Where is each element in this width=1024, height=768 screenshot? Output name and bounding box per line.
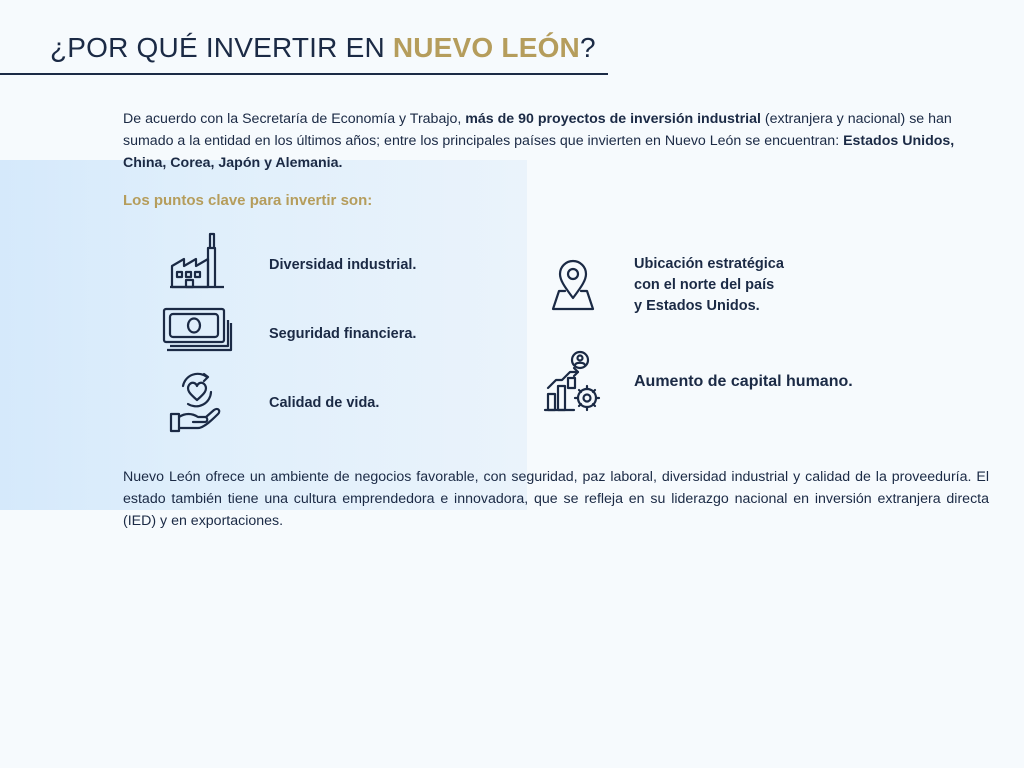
- title-highlight: NUEVO LEÓN: [392, 32, 580, 63]
- money-stack-icon: [162, 306, 234, 354]
- point-label-financial: Seguridad financiera.: [269, 326, 417, 342]
- page-title: [50, 32, 596, 64]
- intro-paragraph: [123, 108, 989, 174]
- background-glow: [0, 160, 527, 510]
- closing-paragraph: Nuevo León ofrece un ambiente de negocios favorable, con seguridad, paz laboral, diversidad industrial y calidad de la proveeduría. El estado también tiene una cultura emprendedora e innovadora, que se refleja en su liderazgo nacional en inversión extranjera directa (IED) y en exportaciones.: [123, 469, 989, 529]
- heart-hand-icon: [168, 372, 226, 434]
- point-label-industrial: Diversidad industrial.: [269, 257, 417, 273]
- title-underline: [0, 73, 608, 75]
- intro-text-1: De acuerdo con la Secretaría de Economía y Trabajo,: [123, 111, 466, 127]
- point-label-location: [634, 254, 784, 317]
- location-line-1: Ubicación estratégica: [634, 256, 784, 272]
- location-pin-icon: [550, 258, 596, 312]
- key-points-heading: Los puntos clave para invertir son:: [123, 192, 373, 209]
- intro-text-2: (extranjera y nacional) se han sumado a la entidad en los últimos años; entre los principales países que invierten en Nuevo León se encuentran:: [123, 111, 952, 149]
- location-line-3: y Estados Unidos.: [634, 298, 760, 314]
- title-suffix: ?: [579, 32, 596, 63]
- location-line-2: con el norte del país: [634, 277, 775, 293]
- intro-bold-projects: más de 90 proyectos de inversión industrial: [465, 111, 761, 127]
- point-label-human-capital: Aumento de capital humano.: [634, 373, 853, 390]
- factory-icon: [168, 230, 226, 290]
- point-label-quality-of-life: Calidad de vida.: [269, 395, 380, 411]
- title-prefix: ¿POR QUÉ INVERTIR EN: [50, 32, 393, 63]
- human-capital-icon: [542, 350, 604, 414]
- intro-bold-countries: Estados Unidos, China, Corea, Japón y Alemania.: [123, 133, 955, 171]
